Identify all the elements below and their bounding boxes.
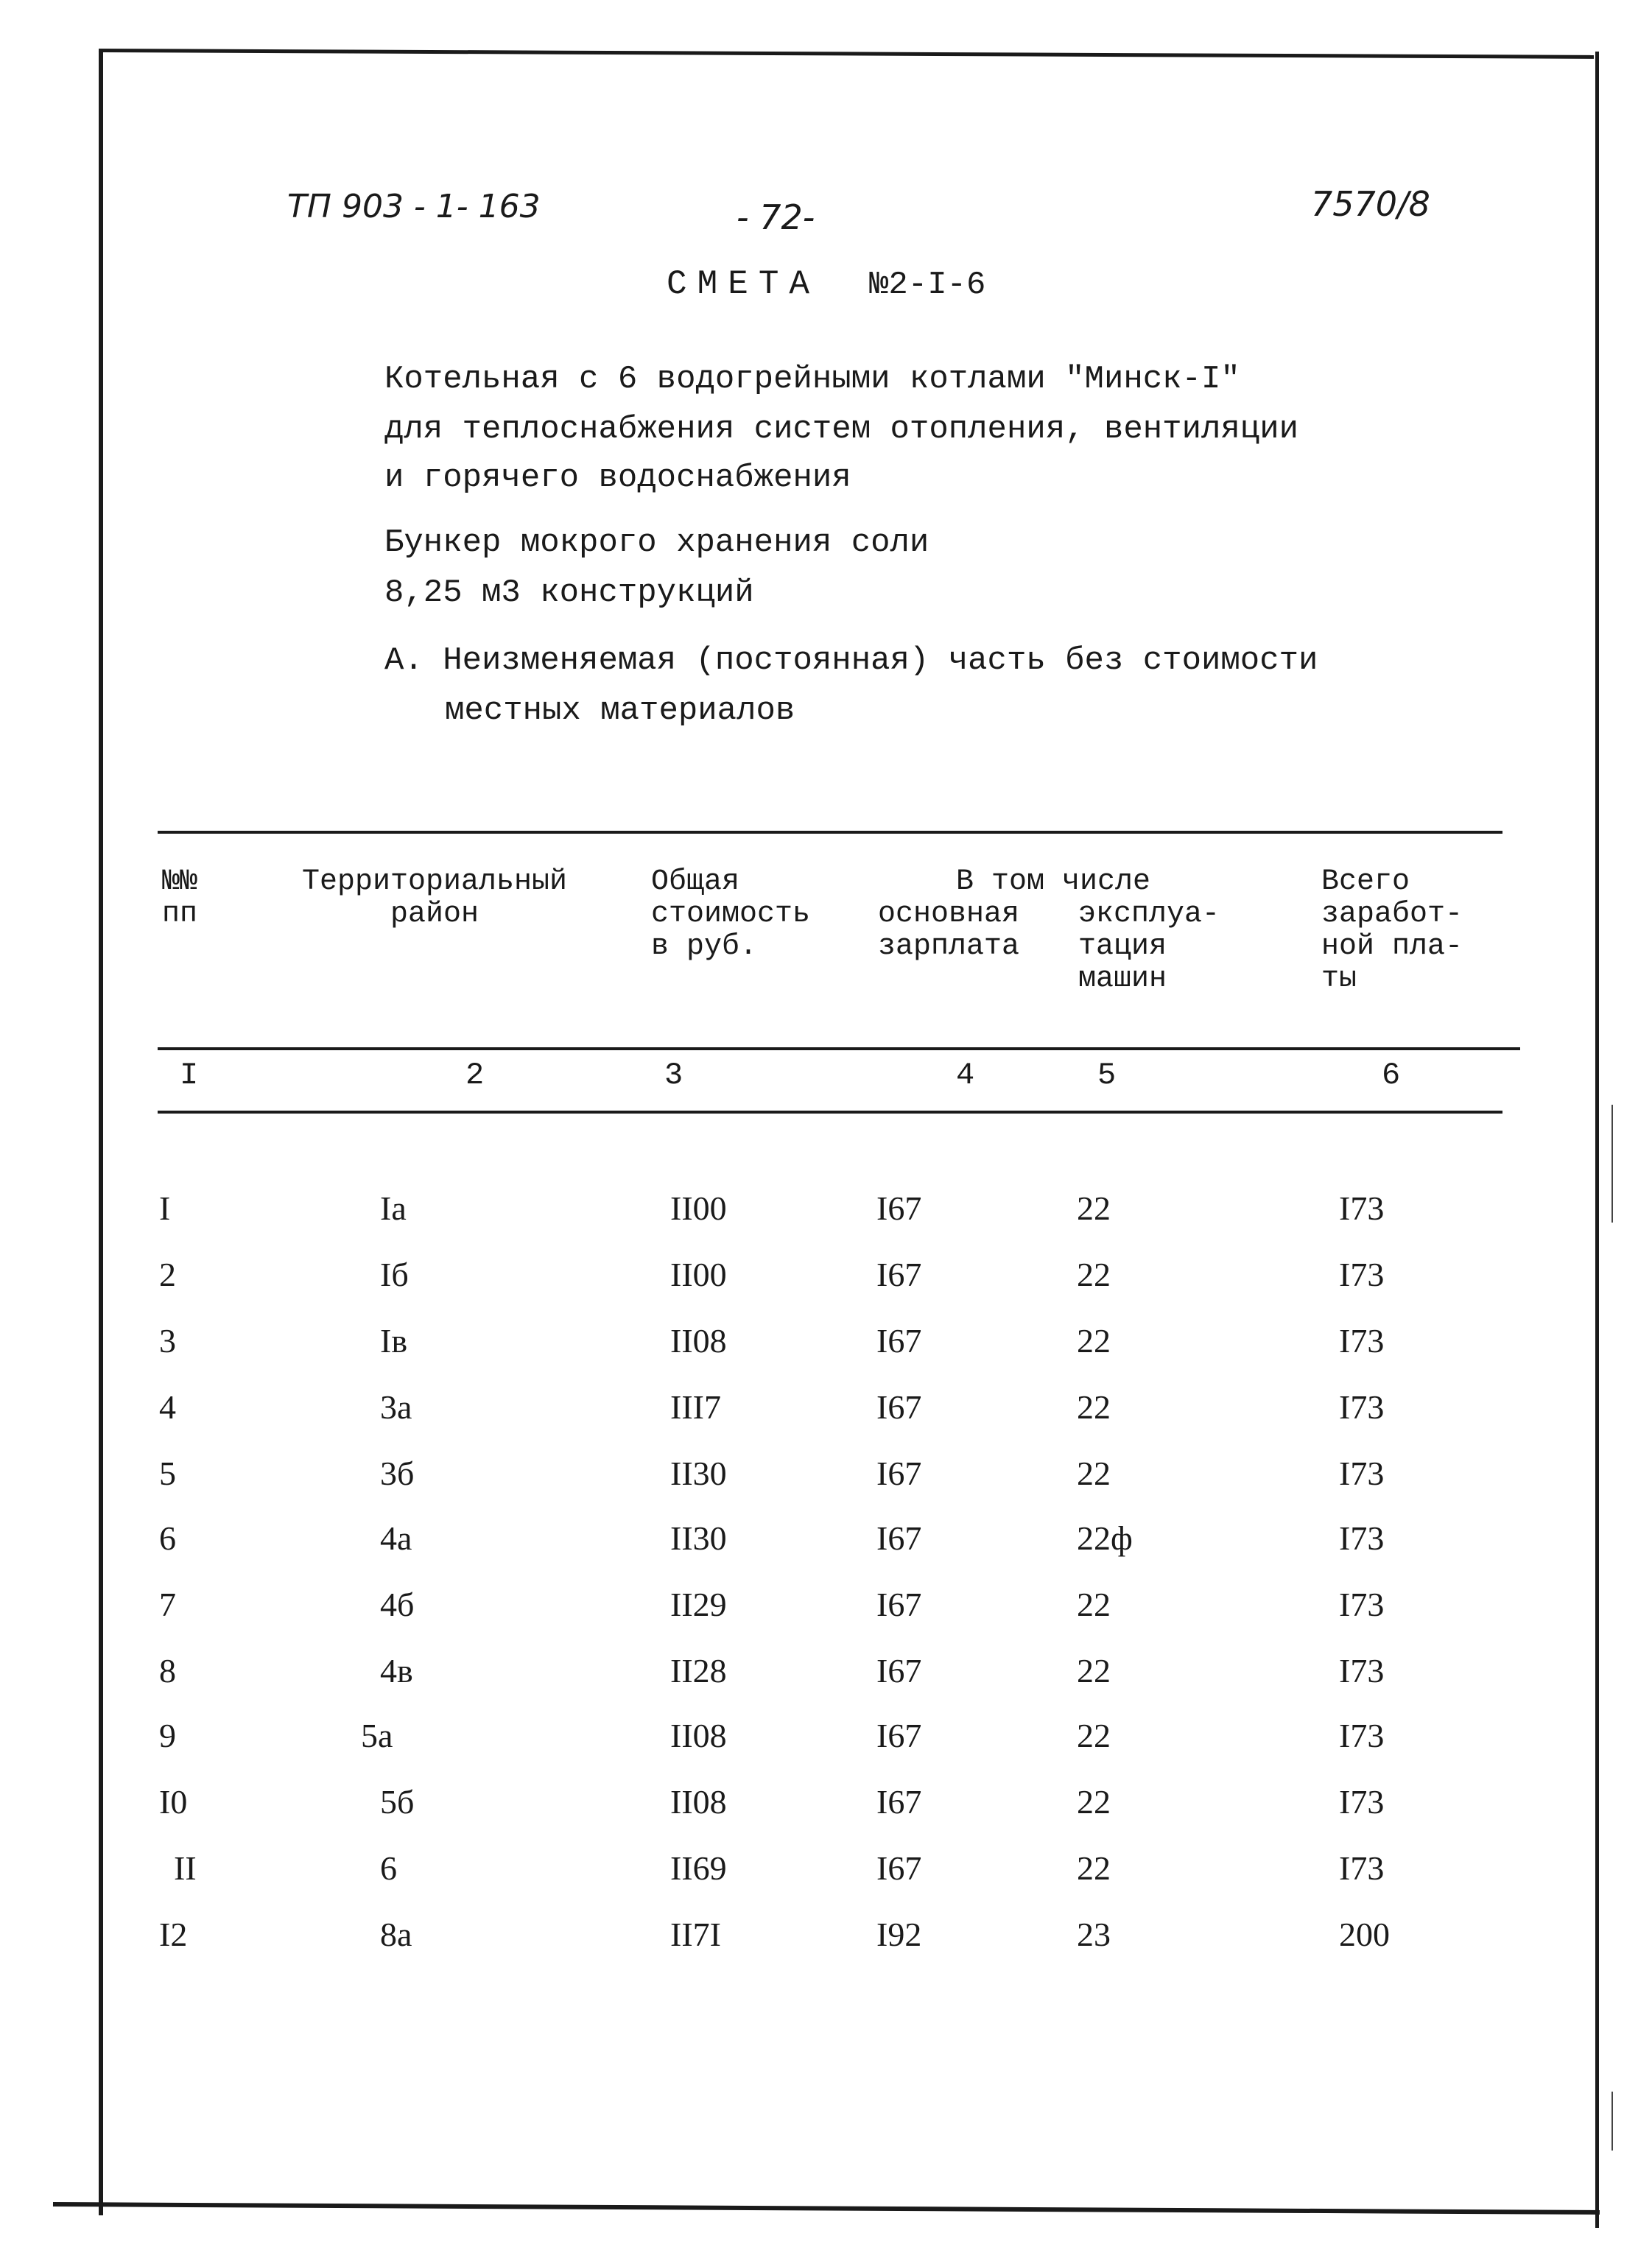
cell-total-cost: II69 [670, 1849, 727, 1887]
column-number: 3 [664, 1058, 683, 1093]
cell-region: Iа [380, 1189, 407, 1227]
cell-machine-operation: 22 [1077, 1783, 1111, 1821]
cell-number: I [159, 1189, 171, 1227]
column-number: 2 [465, 1058, 485, 1093]
cell-total-cost: II29 [670, 1586, 727, 1623]
document-title: СМЕТА [667, 265, 820, 303]
cell-number: 6 [159, 1519, 176, 1557]
cell-total-wages: I73 [1339, 1519, 1385, 1557]
cell-region: 3б [380, 1455, 415, 1492]
cell-base-salary: I67 [876, 1652, 922, 1689]
cell-total-cost: II30 [670, 1519, 727, 1557]
cell-number: 3 [159, 1322, 176, 1360]
cell-total-cost: II08 [670, 1717, 727, 1754]
cell-number: 9 [159, 1717, 176, 1754]
cell-machine-operation: 22 [1077, 1256, 1111, 1293]
cell-base-salary: I92 [876, 1916, 922, 1953]
description-line: Котельная с 6 водогрейными котлами "Минск-I" [384, 361, 1240, 398]
cell-base-salary: I67 [876, 1717, 922, 1754]
cell-machine-operation: 22 [1077, 1322, 1111, 1360]
cell-total-cost: II7I [670, 1916, 721, 1953]
description-line: для теплоснабжения систем отопления, вентиляции [384, 411, 1299, 448]
cell-base-salary: I67 [876, 1849, 922, 1887]
header-col-including: В том числе [956, 865, 1151, 899]
edge-mark [1611, 2092, 1613, 2151]
cell-machine-operation: 22 [1077, 1586, 1111, 1623]
cell-base-salary: I67 [876, 1519, 922, 1557]
cell-region: 5б [380, 1783, 415, 1821]
cell-base-salary: I67 [876, 1455, 922, 1492]
description-line: и горячего водоснабжения [384, 460, 851, 496]
cell-total-cost: III7 [670, 1388, 721, 1426]
cell-base-salary: I67 [876, 1586, 922, 1623]
column-number: 6 [1382, 1058, 1401, 1093]
cell-machine-operation: 22 [1077, 1388, 1111, 1426]
cell-total-wages: I73 [1339, 1586, 1385, 1623]
cell-machine-operation: 22 [1077, 1717, 1111, 1754]
cell-region: 4а [380, 1519, 412, 1557]
table-top-rule [158, 831, 1502, 834]
cell-number: II [174, 1849, 197, 1887]
cell-machine-operation: 22 [1077, 1849, 1111, 1887]
cell-total-wages: 200 [1339, 1916, 1390, 1953]
header-col-number: №№ пп [162, 865, 198, 931]
cell-machine-operation: 22 [1077, 1652, 1111, 1689]
cell-total-wages: I73 [1339, 1783, 1385, 1821]
column-number: 4 [956, 1058, 975, 1093]
cell-total-wages: I73 [1339, 1256, 1385, 1293]
cell-region: 6 [380, 1849, 397, 1887]
column-numbers-rule [158, 1111, 1502, 1114]
frame-right-border [1595, 52, 1599, 2228]
edge-mark [1611, 1105, 1613, 1223]
document-number: №2-I-6 [869, 267, 986, 303]
cell-region: 4в [380, 1652, 413, 1689]
column-number: I [180, 1058, 199, 1093]
cell-number: 2 [159, 1256, 176, 1293]
frame-bottom-border [53, 2202, 1600, 2215]
section-title-cont: местных материалов [445, 692, 795, 729]
cell-total-wages: I73 [1339, 1849, 1385, 1887]
cell-total-wages: I73 [1339, 1388, 1385, 1426]
object-name: Бункер мокрого хранения соли [384, 524, 929, 561]
cell-total-cost: II28 [670, 1652, 727, 1689]
cell-total-wages: I73 [1339, 1455, 1385, 1492]
cell-region: 8а [380, 1916, 412, 1953]
frame-left-border [99, 50, 103, 2215]
column-number: 5 [1097, 1058, 1117, 1093]
cell-number: I2 [159, 1916, 188, 1953]
cell-total-cost: II08 [670, 1783, 727, 1821]
cell-total-cost: II00 [670, 1189, 727, 1227]
cell-machine-operation: 22 [1077, 1455, 1111, 1492]
project-code: ТП 903 - 1- 163 [287, 188, 541, 225]
cell-machine-operation: 23 [1077, 1916, 1111, 1953]
cell-base-salary: I67 [876, 1783, 922, 1821]
cell-region: Iв [380, 1322, 408, 1360]
cell-region: Iб [380, 1256, 409, 1293]
header-col-region: Территориальный район [302, 865, 568, 931]
cell-base-salary: I67 [876, 1388, 922, 1426]
cell-number: 8 [159, 1652, 176, 1689]
cell-total-wages: I73 [1339, 1652, 1385, 1689]
cell-total-wages: I73 [1339, 1717, 1385, 1754]
cell-region: 4б [380, 1586, 415, 1623]
cell-total-wages: I73 [1339, 1189, 1385, 1227]
cell-region: 3а [380, 1388, 412, 1426]
header-col-base-salary: основная зарплата [878, 898, 1020, 963]
cell-region: 5а [361, 1717, 393, 1754]
cell-number: I0 [159, 1783, 188, 1821]
object-volume: 8,25 м3 конструкций [384, 574, 754, 611]
cell-total-cost: II08 [670, 1322, 727, 1360]
page-number: - 72- [737, 197, 815, 237]
cell-base-salary: I67 [876, 1189, 922, 1227]
sheet-code: 7570/8 [1311, 184, 1430, 224]
header-col-total-wages: Всего заработ- ной пла- ты [1321, 865, 1463, 996]
cell-total-cost: II30 [670, 1455, 727, 1492]
cell-number: 4 [159, 1388, 176, 1426]
cell-total-wages: I73 [1339, 1322, 1385, 1360]
cell-base-salary: I67 [876, 1256, 922, 1293]
frame-top-border [99, 49, 1594, 59]
header-col-machine-operation: эксплуа- тация машин [1078, 898, 1220, 996]
cell-number: 7 [159, 1586, 176, 1623]
header-col-total-cost: Общая стоимость в руб. [651, 865, 811, 963]
cell-total-cost: II00 [670, 1256, 727, 1293]
section-title: А. Неизменяемая (постоянная) часть без стоимости [384, 642, 1318, 679]
cell-machine-operation: 22 [1077, 1189, 1111, 1227]
cell-number: 5 [159, 1455, 176, 1492]
cell-machine-operation: 22ф [1077, 1519, 1133, 1557]
header-bottom-rule [158, 1047, 1520, 1050]
cell-base-salary: I67 [876, 1322, 922, 1360]
